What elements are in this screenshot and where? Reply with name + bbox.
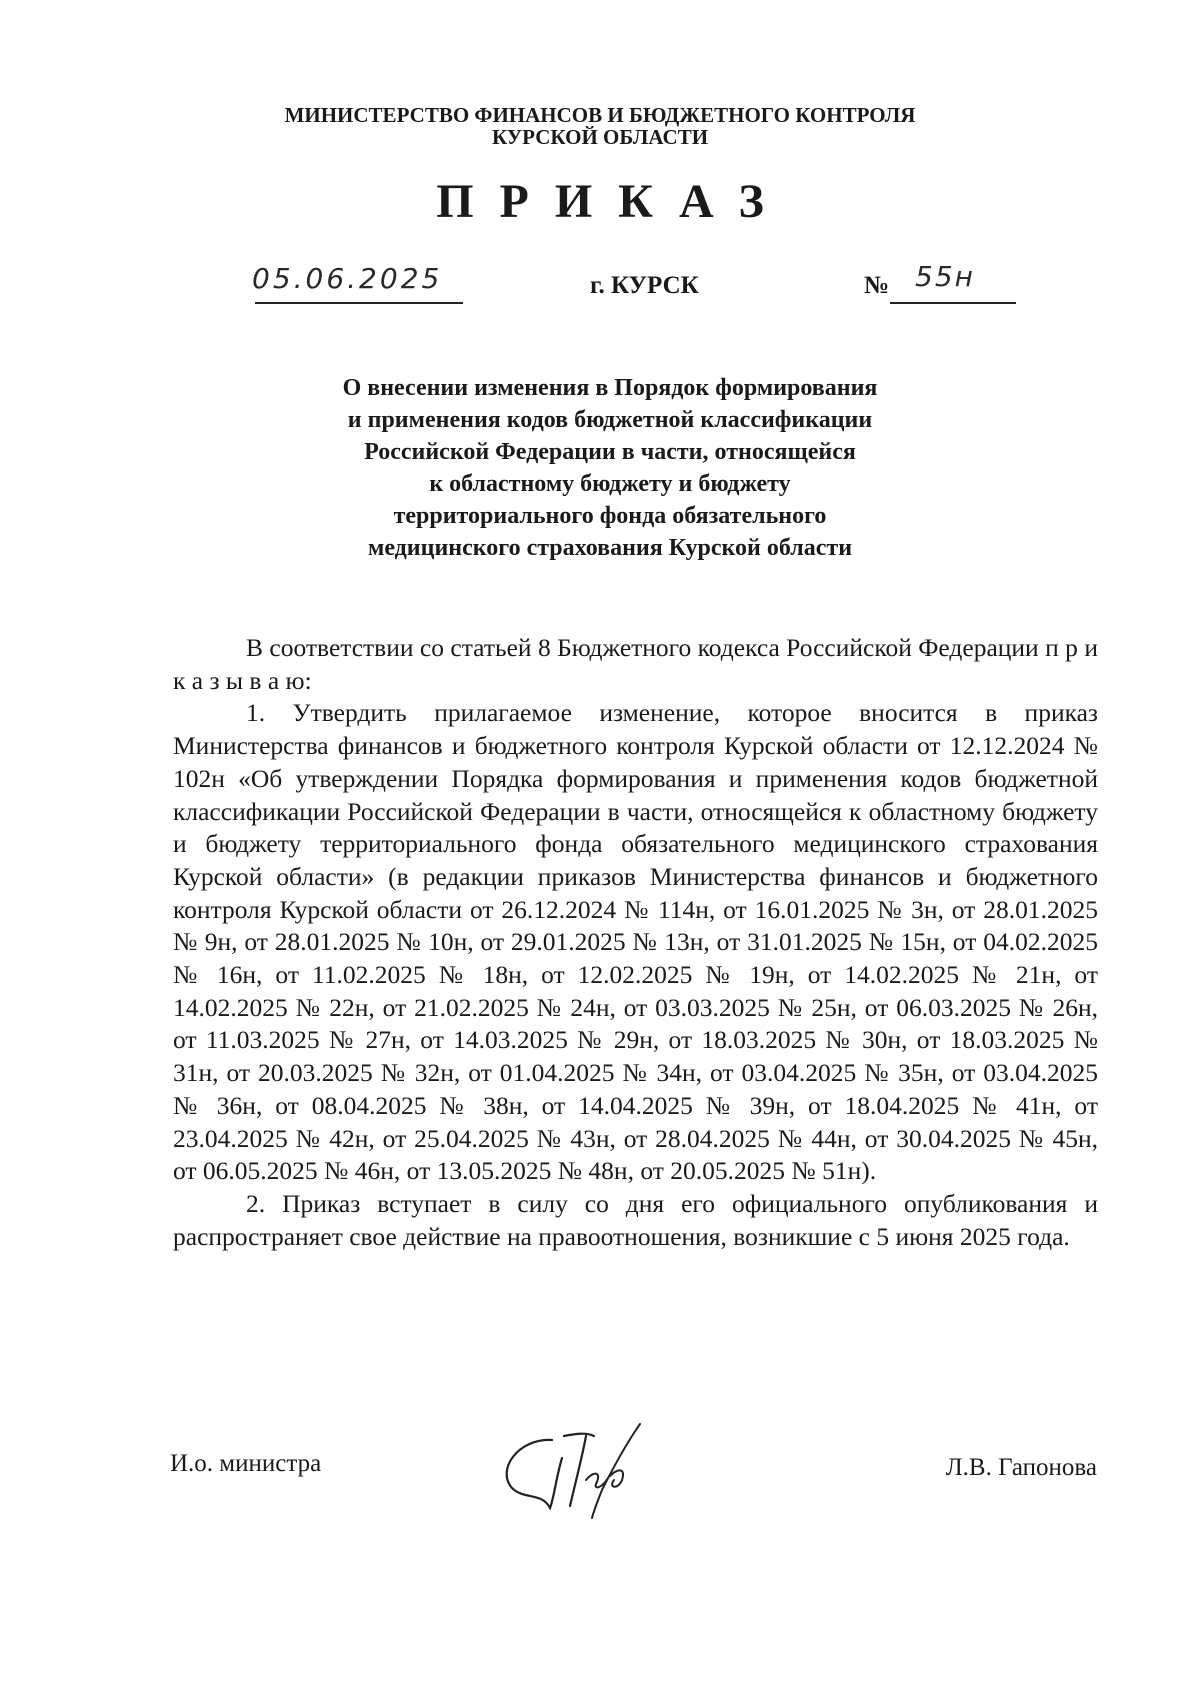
signatory-name: Л.В. Гапонова bbox=[945, 1454, 1097, 1481]
document-date: 05.06.2025 bbox=[252, 262, 443, 295]
subject-line: медицинского страхования Курской области bbox=[367, 535, 853, 561]
subject-line: Российской Федерации в части, относящейся bbox=[364, 439, 856, 465]
preamble-paragraph: В соответствии со статьей 8 Бюджетного кодекса Российской Федерации п р и к а з ы в а ю: bbox=[173, 633, 1098, 695]
document-city: г. КУРСК bbox=[590, 272, 699, 299]
date-underline bbox=[255, 302, 463, 304]
ministry-name-line-1: МИНИСТЕРСТВО ФИНАНСОВ И БЮДЖЕТНОГО КОНТРОЛЯ bbox=[284, 103, 916, 127]
subject-line: к областному бюджету и бюджету bbox=[429, 471, 791, 497]
handwritten-signature bbox=[490, 1418, 670, 1528]
ministry-name-line-2: КУРСКОЙ ОБЛАСТИ bbox=[491, 125, 709, 149]
order-item-2: 2. Приказ вступает в силу со дня его официального опубликования и распространяет свое действие на правоотношения, возникшие с 5 июня 2025 года. bbox=[173, 1188, 1098, 1251]
subject-line: территориального фонда обязательного bbox=[393, 503, 827, 529]
document-body bbox=[173, 632, 1098, 1253]
document-type-title: ПРИКАЗ bbox=[436, 175, 790, 228]
document-subject bbox=[290, 372, 930, 564]
subject-line: О внесении изменения в Порядок формирования bbox=[342, 375, 878, 401]
number-underline bbox=[890, 302, 1016, 304]
document-meta-row bbox=[0, 262, 1200, 312]
signatory-role: И.о. министра bbox=[170, 1450, 322, 1477]
document-number: 55н bbox=[915, 260, 975, 293]
signature-block bbox=[0, 1438, 1200, 1518]
subject-line: и применения кодов бюджетной классификации bbox=[347, 407, 873, 433]
number-sign: № bbox=[864, 272, 890, 299]
order-item-1: 1. Утвердить прилагаемое изменение, которое вносится в приказ Министерства финансов и бюджетного контроля Курской области от 12.12.2024 № 102н «Об утверждении Порядка формирования и применения кодов бюджетной классификации Российской Федерации в части, относящейся к областному бюджету и бюджету территориального фонда обязательного медицинского страхования Курской области» (в редакции приказов Министерства финансов и бюджетного контроля Курской области от 26.12.2024 № 114н, от 16.01.2025 № 3н, от 28.01.2025 № 9н, от 28.01.2025 № 10н, от 29.01.2025 № 13н, от 31.01.2025 № 15н, от 04.02.2025 № 16н, от 11.02.2025 № 18н, от 12.02.2025 № 19н, от 14.02.2025 № 21н, от 14.02.2025 № 22н, от 21.02.2025 № 24н, от 03.03.2025 № 25н, от 06.03.2025 № 26н, от 11.03.2025 № 27н, от 14.03.2025 № 29н, от 18.03.2025 № 30н, от 18.03.2025 № 31н, от 20.03.2025 № 32н, от 01.04.2025 № 34н, от 03.04.2025 № 35н, от 03.04.2025 № 36н, от 08.04.2025 № 38н, от 14.04.2025 № 39н, от 18.04.2025 № 41н, от 23.04.2025 № 42н, от 25.04.2025 № 43н, от 28.04.2025 № 44н, от 30.04.2025 № 45н, от 06.05.2025 № 46н, от 13.05.2025 № 48н, от 20.05.2025 № 51н). bbox=[173, 698, 1098, 1186]
ministry-header bbox=[260, 104, 940, 148]
